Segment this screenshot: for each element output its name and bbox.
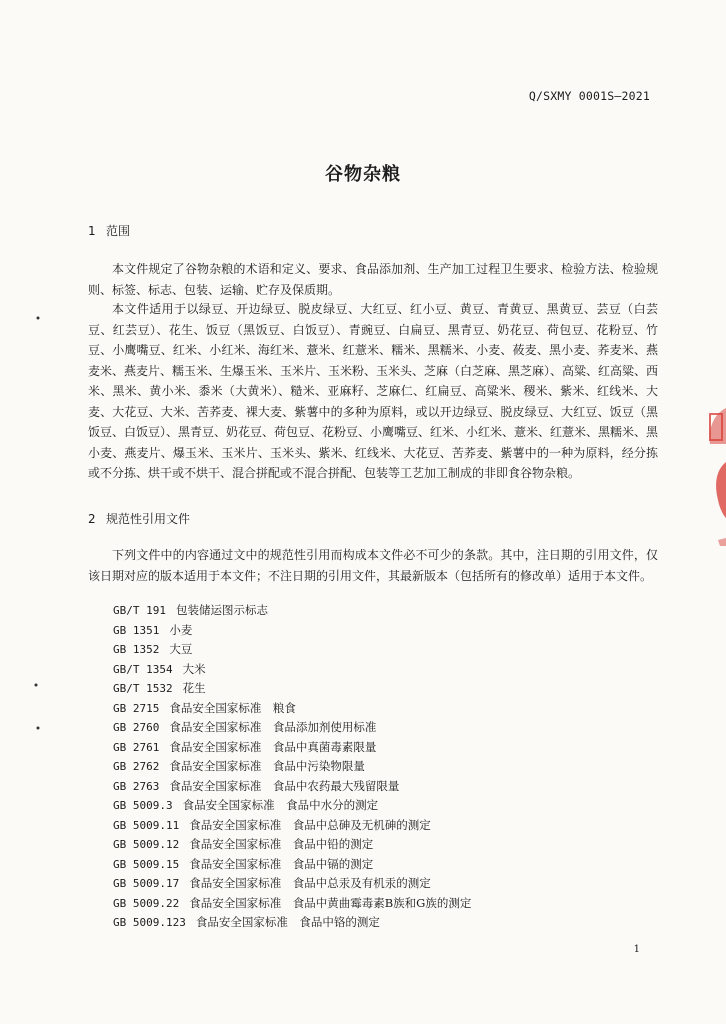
reference-item <box>113 874 471 894</box>
seal-stamp-fragment <box>700 400 726 560</box>
reference-item <box>113 621 471 641</box>
scope-paragraph-2: 本文件适用于以绿豆、开边绿豆、脱皮绿豆、大红豆、红小豆、黄豆、青黄豆、黑黄豆、芸豆（白芸豆、红芸豆）、花生、饭豆（黑饭豆、白饭豆）、青豌豆、白扁豆、黑青豆、奶花豆、荷包豆、花粉豆、竹豆、小鹰嘴豆、红米、小红米、海红米、薏米、红薏米、糯米、黑糯米、小麦、莜麦、黑小麦、荞麦米、燕麦米、燕麦片、糯玉米、生爆玉米、玉米片、玉米粉、玉米头、芝麻（白芝麻、黑芝麻）、高粱、红高粱、西米、黑米、黄小米、黍米（大黄米）、糙米、亚麻籽、芝麻仁、红扁豆、高粱米、稷米、紫米、红线米、大麦、大花豆、大米、苦荞麦、裸大麦、紫薯中的多种为原料，或以开边绿豆、脱皮绿豆、大红豆、饭豆（黑饭豆、白饭豆）、黑青豆、奶花豆、荷包豆、花粉豆、小鹰嘴豆、红米、小红米、薏米、红薏米、黑糯米、黑小麦、燕麦片、爆玉米、玉米片、玉米头、紫米、红线米、大花豆、苦荞麦、紫薯中的一种为原料，经分拣或不分拣、烘干或不烘干、混合拼配或不混合拼配、包装等工艺加工制成的非即食谷物杂粮。 <box>88 302 659 480</box>
section-number: 1 <box>88 224 96 238</box>
reference-code: GB 5009.123 <box>113 916 186 929</box>
reference-code: GB 2762 <box>113 760 160 773</box>
reference-code: GB 1352 <box>113 643 160 656</box>
reference-item <box>113 777 471 797</box>
reference-title: 大豆 <box>169 642 193 656</box>
reference-code: GB 5009.11 <box>113 818 180 832</box>
reference-item <box>113 913 471 933</box>
reference-title: 食品安全国家标准 食品中总汞及有机汞的测定 <box>189 876 431 890</box>
reference-title: 食品安全国家标准 食品中真菌毒素限量 <box>169 739 377 754</box>
reference-code: GB/T 1354 <box>113 662 173 676</box>
reference-code: GB 5009.3 <box>113 799 173 812</box>
reference-code: GB 2763 <box>113 779 160 793</box>
reference-code: GB 5009.22 <box>113 896 180 910</box>
reference-item <box>113 660 471 680</box>
reference-item <box>113 640 471 660</box>
reference-title: 食品安全国家标准 食品中污染物限量 <box>169 759 365 773</box>
reference-code: GB 2715 <box>113 701 160 715</box>
page-number: 1 <box>633 944 640 955</box>
reference-item <box>113 894 471 914</box>
reference-code: GB/T 191 <box>113 604 166 617</box>
scan-specks <box>0 0 60 1024</box>
reference-title: 食品安全国家标准 食品中铅的测定 <box>189 837 374 851</box>
reference-title: 食品安全国家标准 食品中水分的测定 <box>182 798 379 812</box>
reference-item <box>113 601 471 621</box>
reference-code: GB/T 1532 <box>113 682 173 695</box>
reference-title: 大米 <box>182 661 206 676</box>
reference-code: GB 5009.12 <box>113 838 180 851</box>
section-heading-scope <box>88 222 130 239</box>
document-title: 谷物杂粮 <box>325 164 401 185</box>
section-number: 2 <box>88 512 96 526</box>
section-heading-references <box>88 510 190 527</box>
reference-title: 食品安全国家标准 食品中铬的测定 <box>195 915 380 929</box>
standard-code: Q/SXMY 0001S—2021 <box>528 89 650 103</box>
reference-code: GB 5009.17 <box>113 877 180 890</box>
reference-item <box>113 718 471 738</box>
references-intro-paragraph: 下列文件中的内容通过文中的规范性引用而构成本文件必不可少的条款。其中，注日期的引用文件，仅该日期对应的版本适用于本文件；不注日期的引用文件，其最新版本（包括所有的修改单）适用于本文件。 <box>88 548 658 583</box>
reference-item <box>113 679 471 699</box>
reference-title: 食品安全国家标准 食品中镉的测定 <box>189 856 374 871</box>
reference-title: 小麦 <box>169 622 193 637</box>
reference-title: 花生 <box>182 681 206 695</box>
reference-item <box>113 699 471 719</box>
reference-title: 包装储运图示标志 <box>175 603 268 617</box>
reference-item <box>113 835 471 855</box>
reference-title: 食品安全国家标准 食品中总砷及无机砷的测定 <box>189 817 431 832</box>
reference-item <box>113 757 471 777</box>
section-title: 范围 <box>106 224 131 238</box>
reference-title: 食品安全国家标准 食品中农药最大残留限量 <box>169 778 400 793</box>
scope-paragraph-1: 本文件规定了谷物杂粮的术语和定义、要求、食品添加剂、生产加工过程卫生要求、检验方法、检验规则、标签、标志、包装、运输、贮存及保质期。 <box>88 262 658 297</box>
reference-item <box>113 738 471 758</box>
reference-title: 食品安全国家标准 食品中黄曲霉毒素B族和G族的测定 <box>189 895 472 910</box>
reference-item <box>113 816 471 836</box>
section-title: 规范性引用文件 <box>106 512 191 526</box>
reference-code: GB 5009.15 <box>113 857 180 871</box>
reference-item <box>113 796 471 816</box>
reference-item <box>113 855 471 875</box>
reference-code: GB 2761 <box>113 740 160 754</box>
reference-code: GB 1351 <box>113 623 160 637</box>
reference-list <box>113 601 471 933</box>
reference-title: 食品安全国家标准 粮食 <box>169 700 296 715</box>
reference-title: 食品安全国家标准 食品添加剂使用标准 <box>169 720 377 734</box>
reference-code: GB 2760 <box>113 721 160 734</box>
